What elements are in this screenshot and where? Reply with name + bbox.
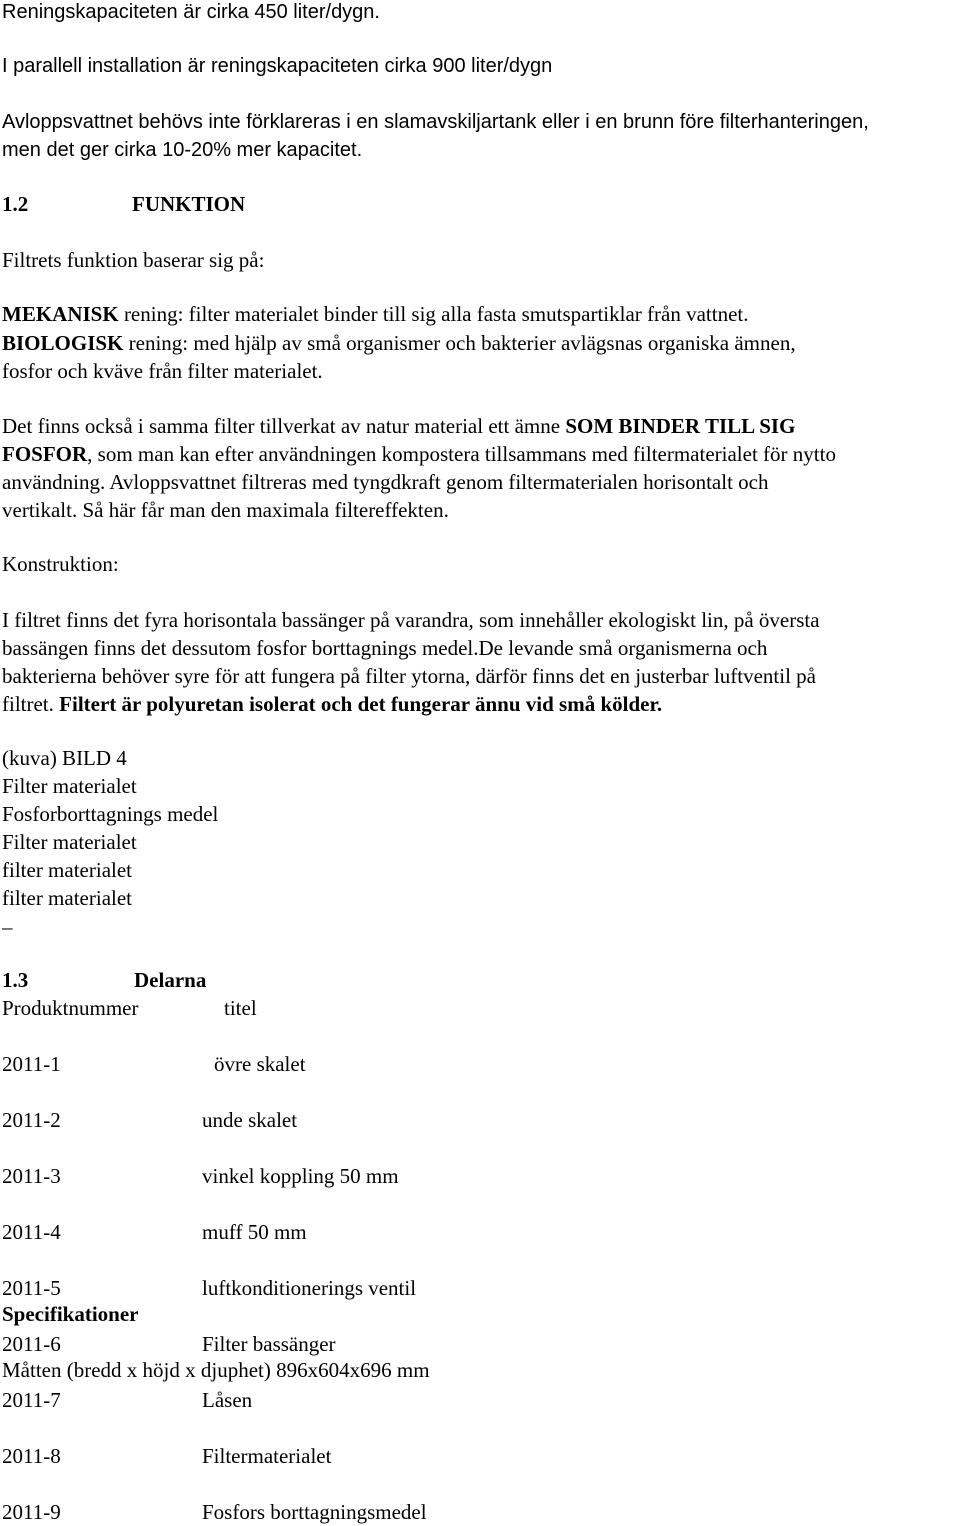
- section-heading-parts: [2, 966, 958, 994]
- part-number: 2011-1: [2, 1052, 61, 1076]
- part-title: övre skalet: [214, 1052, 306, 1076]
- construction-line4-bold: Filtert är polyuretan isolerat och det fungerar ännu vid små kölder.: [59, 692, 663, 716]
- parts-table-header: [2, 994, 960, 1022]
- column-header-title: titel: [224, 996, 257, 1020]
- natural-material-line2: [2, 440, 958, 468]
- parts-section-number: 1.3: [2, 968, 29, 992]
- natural-material-line1: [2, 412, 958, 440]
- fosfor-bold: FOSFOR: [2, 442, 88, 466]
- layer-item: Filter materialet: [2, 830, 137, 854]
- section-title: FUNKTION: [132, 192, 246, 216]
- part-title: Låsen: [202, 1388, 253, 1412]
- part-title: vinkel koppling 50 mm: [202, 1164, 399, 1188]
- table-row: [2, 1442, 960, 1470]
- layer-item: filter materialet: [2, 886, 133, 910]
- parallel-capacity-text: I parallell installation är reningskapaciteten cirka 900 liter/dygn: [2, 55, 553, 77]
- function-lead-text: Filtrets funktion baserar sig på:: [2, 248, 265, 272]
- construction-line2: bassängen finns det dessutom fosfor borttagnings medel.De levande små organismerna och: [2, 636, 768, 660]
- biologisk-paragraph: [2, 329, 958, 357]
- part-number: 2011-9: [2, 1500, 61, 1524]
- specifications-title: Specifikationer: [2, 1302, 139, 1326]
- construction-line4: [2, 690, 958, 718]
- construction-line4-plain: filtret.: [2, 692, 60, 716]
- part-title: Filter bassänger: [202, 1332, 336, 1356]
- natural-material-text: Det finns också i samma filter tillverkat av natur material ett ämne: [2, 414, 566, 438]
- layer-item: Filter materialet: [2, 774, 137, 798]
- dimensions-text: Måtten (bredd x höjd x djuphet) 896x604x696 mm: [2, 1358, 430, 1382]
- image-caption-title: (kuva) BILD 4: [2, 746, 127, 770]
- mekanisk-paragraph: [2, 300, 958, 328]
- specifications-heading: [2, 1300, 958, 1328]
- natural-material-line4: vertikalt. Så här får man den maximala filtereffekten.: [2, 498, 449, 522]
- part-title: Filtermaterialet: [202, 1444, 332, 1468]
- section-heading-function: [2, 190, 958, 218]
- part-title: muff 50 mm: [202, 1220, 307, 1244]
- column-header-product-number: Produktnummer: [2, 996, 139, 1020]
- part-title: Fosfors borttagningsmedel: [202, 1500, 427, 1524]
- part-title: luftkonditionerings ventil: [202, 1276, 417, 1300]
- biologisk-text: rening: med hjälp av små organismer och bakterier avlägsnas organiska ämnen,: [123, 331, 796, 355]
- wastewater-text-line2: men det ger cirka 10-20% mer kapacitet.: [2, 139, 363, 161]
- layer-item: _: [2, 908, 13, 932]
- part-number: 2011-8: [2, 1444, 61, 1468]
- natural-material-bold: SOM BINDER TILL SIG: [565, 414, 796, 438]
- part-number: 2011-2: [2, 1108, 61, 1132]
- part-number: 2011-6: [2, 1332, 61, 1356]
- part-number: 2011-5: [2, 1276, 61, 1300]
- table-row: [2, 1274, 960, 1302]
- table-row: [2, 1106, 960, 1134]
- section-number: 1.2: [2, 192, 29, 216]
- parts-section-title: Delarna: [134, 968, 207, 992]
- mekanisk-text: rening: filter materialet binder till sig alla fasta smutspartiklar från vattnet.: [118, 302, 749, 326]
- natural-material-text2: , som man kan efter användningen kompostera tillsammans med filtermaterialet för nytto: [87, 442, 836, 466]
- table-row: [2, 1162, 960, 1190]
- part-title: unde skalet: [202, 1108, 298, 1132]
- table-row: [2, 1330, 960, 1358]
- table-row: [2, 1498, 960, 1526]
- part-number: 2011-3: [2, 1164, 61, 1188]
- construction-heading: Konstruktion:: [2, 552, 119, 576]
- part-number: 2011-7: [2, 1388, 61, 1412]
- mekanisk-label: MEKANISK: [2, 302, 119, 326]
- table-row: [2, 1218, 960, 1246]
- layer-item: Fosforborttagnings medel: [2, 802, 219, 826]
- capacity-text: Reningskapaciteten är cirka 450 liter/dygn.: [2, 1, 380, 23]
- wastewater-text-line1: Avloppsvattnet behövs inte förklareras i en slamavskiljartank eller i en brunn före filterhanteringen,: [2, 111, 869, 133]
- biologisk-label: BIOLOGISK: [2, 331, 124, 355]
- table-row: [2, 1050, 960, 1078]
- layer-item: filter materialet: [2, 858, 133, 882]
- part-number: 2011-4: [2, 1220, 61, 1244]
- biologisk-text-line2: fosfor och kväve från filter materialet.: [2, 359, 323, 383]
- construction-line1: I filtret finns det fyra horisontala bassänger på varandra, som innehåller ekologiskt lin, på översta: [2, 608, 820, 632]
- natural-material-line3: användning. Avloppsvattnet filtreras med tyngdkraft genom filtermaterialen horisontalt och: [2, 470, 769, 494]
- construction-line3: bakterierna behöver syre för att fungera på filter ytorna, därför finns det en justerbar luftventil på: [2, 664, 816, 688]
- table-row: [2, 1386, 960, 1414]
